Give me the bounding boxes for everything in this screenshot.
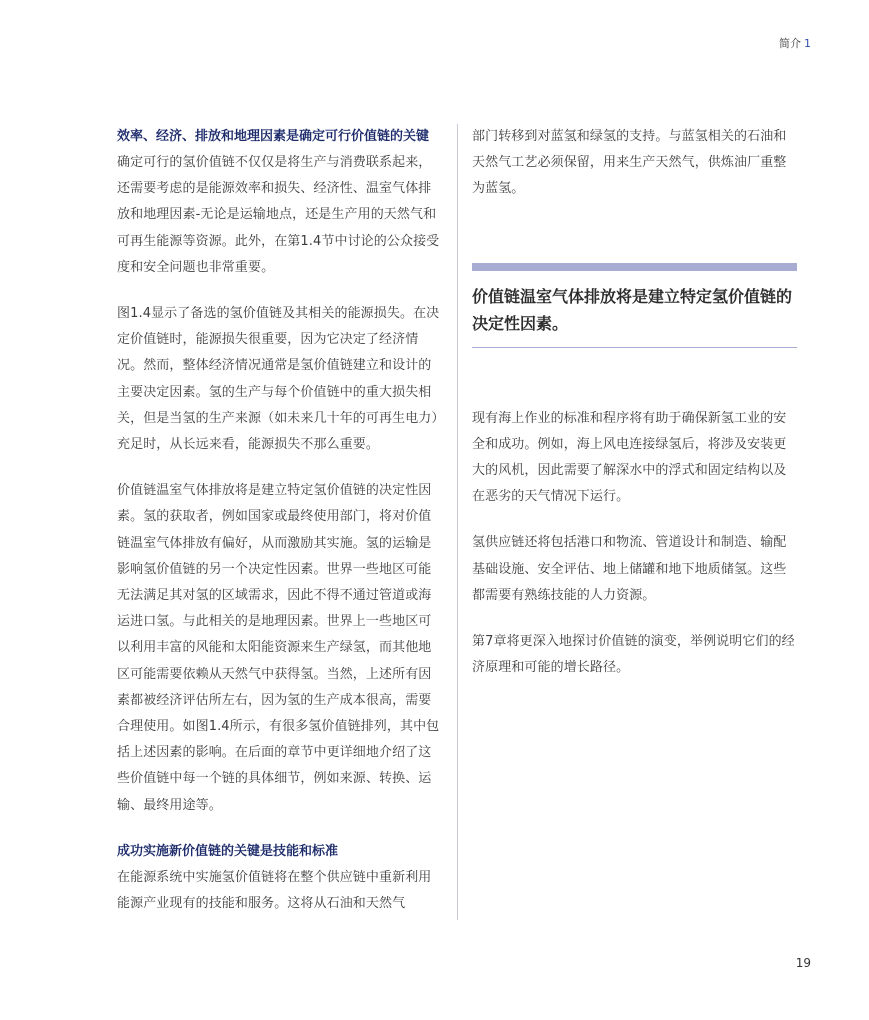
paragraph: 第7章将更深入地探讨价值链的演变，举例说明它们的经济原理和可能的增长路径。 [472,634,795,676]
paragraph: 部门转移到对蓝氢和绿氢的支持。与蓝氢相关的石油和天然气工艺必须保留，用来生产天然气，供炼油厂重整为蓝氢。 [472,129,787,197]
paragraph: 在能源系统中实施氢价值链将在整个供应链中重新利用能源产业现有的技能和服务。这将从石油和天然气 [117,869,432,912]
pull-quote-top-bar [472,263,797,271]
left-column [117,124,443,917]
section-heading-skills: 成功实施新价值链的关键是技能和标准 [117,843,339,859]
column-divider [457,124,458,920]
right-column [472,124,798,681]
page-number: 19 [795,956,811,970]
paragraph: 图1.4显示了备选的氢价值链及其相关的能源损失。在决定价值链时，能源损失很重要，因为它决定了经济情况。然而，整体经济情况通常是氢价值链建立和设计的主要决定因素。氢的生产与每个价值链中的重大损失相关，但是当氢的生产来源（如未来几十年的可再生电力）充足时，从长远来看，能源损失不那么重要。 [117,306,440,453]
pull-quote-text: 价值链温室气体排放将是建立特定氢价值链的决定性因素。 [472,286,793,333]
pull-quote [472,263,797,348]
paragraph: 氢供应链还将包括港口和物流、管道设计和制造、输配基础设施、安全评估、地上储罐和地下地质储氢。这些都需要有熟练技能的人力资源。 [472,535,787,603]
paragraph: 现有海上作业的标准和程序将有助于确保新氢工业的安全和成功。例如，海上风电连接绿氢后，将涉及安装更大的风机，因此需要了解深水中的浮式和固定结构以及在恶劣的天气情况下运行。 [472,410,787,505]
chapter-number: 1 [804,37,811,50]
paragraph: 确定可行的氢价值链不仅仅是将生产与消费联系起来，还需要考虑的是能源效率和损失、经济性、温室气体排放和地理因素-无论是运输地点，还是生产用的天然气和可再生能源等资源。此外，在第1.4节中讨论的公众接受度和安全问题也非常重要。 [117,155,440,275]
running-header [779,35,811,51]
chapter-label: 简介 [779,37,801,50]
paragraph: 价值链温室气体排放将是建立特定氢价值链的决定性因素。氢的获取者，例如国家或最终使用部门，将对价值链温室气体排放有偏好，从而激励其实施。氢的运输是影响氢价值链的另一个决定性因素。世界一些地区可能无法满足其对氢的区域需求，因此不得不通过管道或海运进口氢。与此相关的是地理因素。世界上一些地区可以利用丰富的风能和太阳能资源来生产绿氢，而其他地区可能需要依赖从天然气中获得氢。当然，上述所有因素都被经济评估所左右，因为氢的生产成本很高，需要合理使用。如图1.4所示，有很多氢价值链排列，其中包括上述因素的影响。在后面的章节中更详细地介绍了这些价值链中每一个链的具体细节，例如来源、转换、运输、最终用途等。 [117,483,440,813]
section-heading-value-chain: 效率、经济、排放和地理因素是确定可行价值链的关键 [117,129,430,144]
